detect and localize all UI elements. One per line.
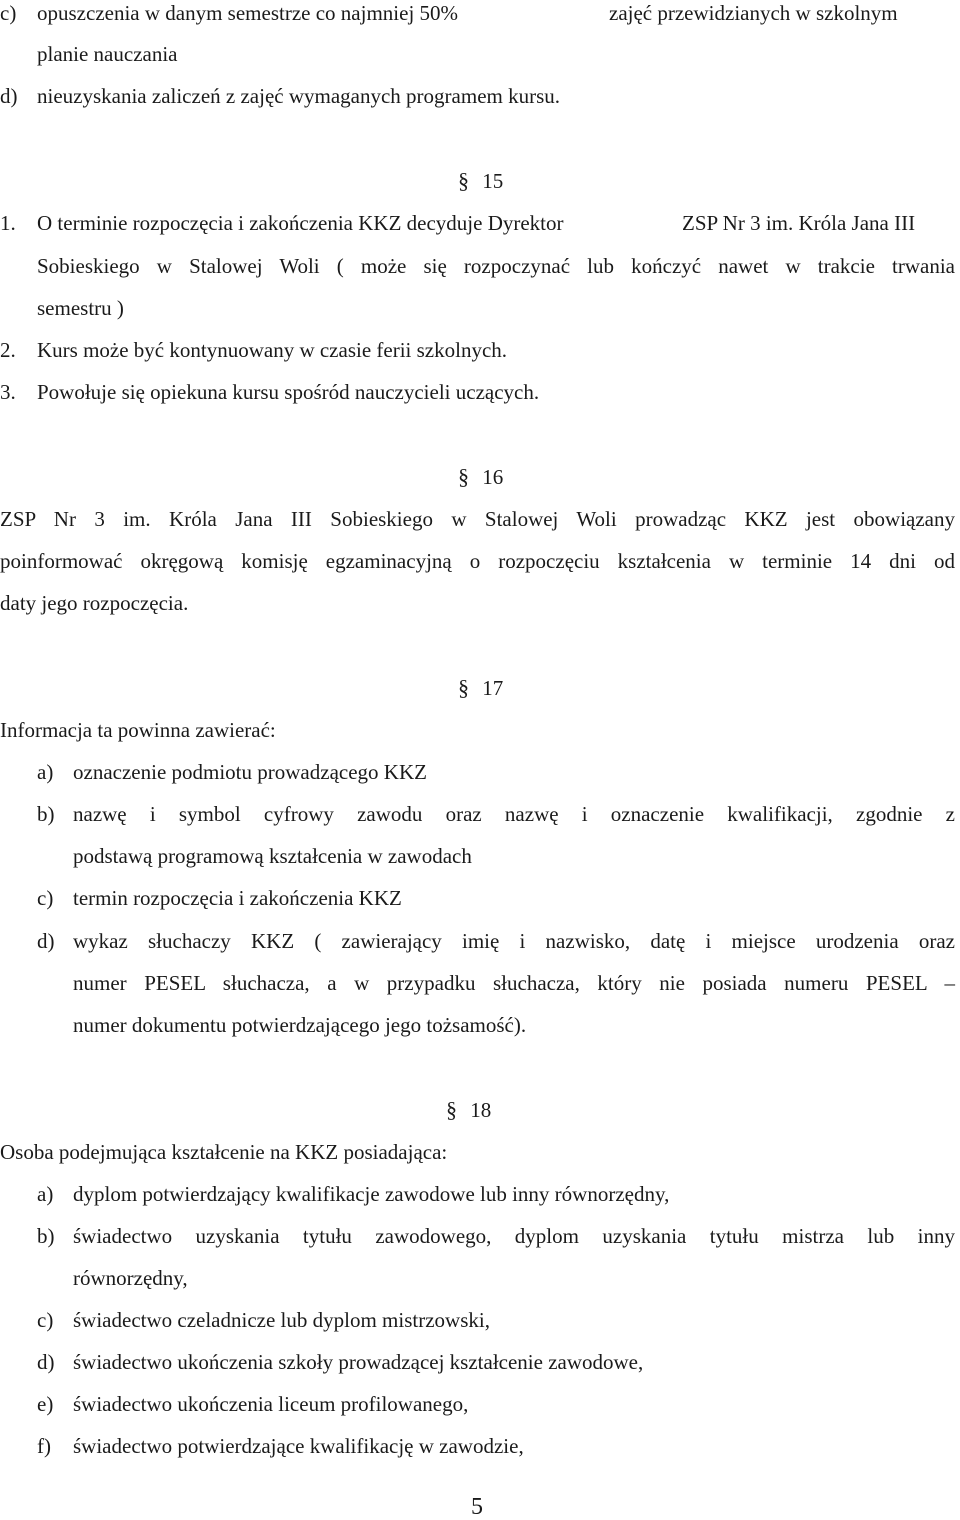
item-text: Powołuje się opiekuna kursu spośród nauczycieli uczących.: [37, 380, 540, 404]
list-item-b: [37, 801, 55, 827]
list-text-continuation: numer PESEL słuchacza, a w przypadku słuchacza, który nie posiada numeru PESEL –: [73, 971, 955, 995]
list-item-a: [37, 1181, 670, 1207]
list-text: świadectwo uzyskania tytułu zawodowego, dyplom uzyskania tytułu mistrza lub inny: [73, 1224, 955, 1248]
list-marker: d): [0, 84, 18, 108]
list-marker: c): [0, 1, 17, 25]
section-symbol: §: [458, 168, 469, 193]
paragraph-line: ZSP Nr 3 im. Króla Jana III Sobieskiego w Stalowej Woli prowadząc KKZ jest obowiązany: [0, 507, 955, 531]
section-number: 18: [470, 1098, 492, 1122]
section-heading-17: [458, 675, 503, 701]
list-text: termin rozpoczęcia i zakończenia KKZ: [73, 886, 402, 910]
section-intro: Osoba podejmująca kształcenie na KKZ posiadająca:: [0, 1140, 448, 1164]
list-text: świadectwo potwierdzające kwalifikację w zawodzie,: [73, 1434, 524, 1458]
section-number: 17: [482, 676, 504, 700]
list-text: dyplom potwierdzający kwalifikacje zawodowe lub inny równorzędny,: [73, 1182, 670, 1206]
list-text: nieuzyskania zaliczeń z zajęć wymaganych programem kursu.: [37, 84, 561, 108]
list-text: świadectwo ukończenia szkoły prowadzącej kształcenie zawodowe,: [73, 1350, 644, 1374]
list-item-c: [37, 885, 402, 911]
list-text: świadectwo czeladnicze lub dyplom mistrzowski,: [73, 1308, 490, 1332]
list-text-continuation: numer dokumentu potwierdzającego jego tożsamość).: [73, 1013, 527, 1037]
section-heading-15: [458, 168, 503, 194]
section-symbol: §: [458, 675, 469, 700]
numbered-item-1: [0, 210, 916, 236]
list-text-continuation: podstawą programową kształcenia w zawodach: [73, 844, 472, 868]
numbered-item-1-continuation: Sobieskiego w Stalowej Woli ( może się rozpoczynać lub kończyć nawet w trakcie trwania: [37, 254, 955, 278]
paragraph-line: daty jego rozpoczęcia.: [0, 591, 189, 615]
list-text-continuation: równorzędny,: [73, 1266, 188, 1290]
section-symbol: §: [446, 1097, 457, 1122]
item-text: Kurs może być kontynuowany w czasie ferii szkolnych.: [37, 338, 508, 362]
list-item-c-continuation: planie nauczania: [37, 42, 178, 66]
list-marker: c): [37, 1308, 54, 1332]
section-heading-18: [446, 1097, 491, 1123]
list-marker: d): [37, 1350, 55, 1374]
list-text: świadectwo ukończenia liceum profilowanego,: [73, 1392, 469, 1416]
section-symbol: §: [458, 464, 469, 489]
list-marker: d): [37, 929, 55, 953]
item-number: 2.: [0, 338, 16, 362]
list-item-a: [37, 759, 427, 785]
list-marker: c): [37, 886, 54, 910]
list-marker: a): [37, 760, 54, 784]
item-text: ZSP Nr 3 im. Króla Jana III: [682, 211, 916, 235]
list-text: oznaczenie podmiotu prowadzącego KKZ: [73, 760, 427, 784]
paragraph-line: poinformować okręgową komisję egzaminacyjną o rozpoczęciu kształcenia w terminie 14 dni od: [0, 549, 955, 573]
section-intro: Informacja ta powinna zawierać:: [0, 718, 276, 742]
list-marker: f): [37, 1434, 51, 1458]
list-text: wykaz słuchaczy KKZ ( zawierający imię i nazwisko, datę i miejsce urodzenia oraz: [73, 929, 955, 953]
list-marker: a): [37, 1182, 54, 1206]
item-number: 3.: [0, 380, 16, 404]
list-item-f: [37, 1433, 524, 1459]
list-item-c: [0, 0, 898, 26]
list-item-e: [37, 1391, 469, 1417]
list-item-d: [37, 1349, 644, 1375]
list-text: nazwę i symbol cyfrowy zawodu oraz nazwę i oznaczenie kwalifikacji, zgodnie z: [73, 802, 955, 826]
list-marker: e): [37, 1392, 54, 1416]
list-marker: b): [37, 802, 55, 826]
list-item-b: [37, 1223, 55, 1249]
list-marker: b): [37, 1224, 55, 1248]
item-text: O terminie rozpoczęcia i zakończenia KKZ decyduje Dyrektor: [37, 211, 564, 235]
section-heading-16: [458, 464, 503, 490]
section-number: 15: [482, 169, 504, 193]
list-text: zajęć przewidzianych w szkolnym: [609, 1, 898, 25]
list-item-d: [37, 928, 55, 954]
section-number: 16: [482, 465, 504, 489]
item-number: 1.: [0, 211, 16, 235]
numbered-item-1-continuation: semestru ): [37, 296, 124, 320]
list-text: opuszczenia w danym semestrze co najmniej 50%: [37, 1, 459, 25]
list-item-d: [0, 83, 561, 109]
numbered-item-3: [0, 379, 540, 405]
numbered-item-2: [0, 337, 508, 363]
list-item-c: [37, 1307, 490, 1333]
page-number: 5: [471, 1494, 483, 1520]
